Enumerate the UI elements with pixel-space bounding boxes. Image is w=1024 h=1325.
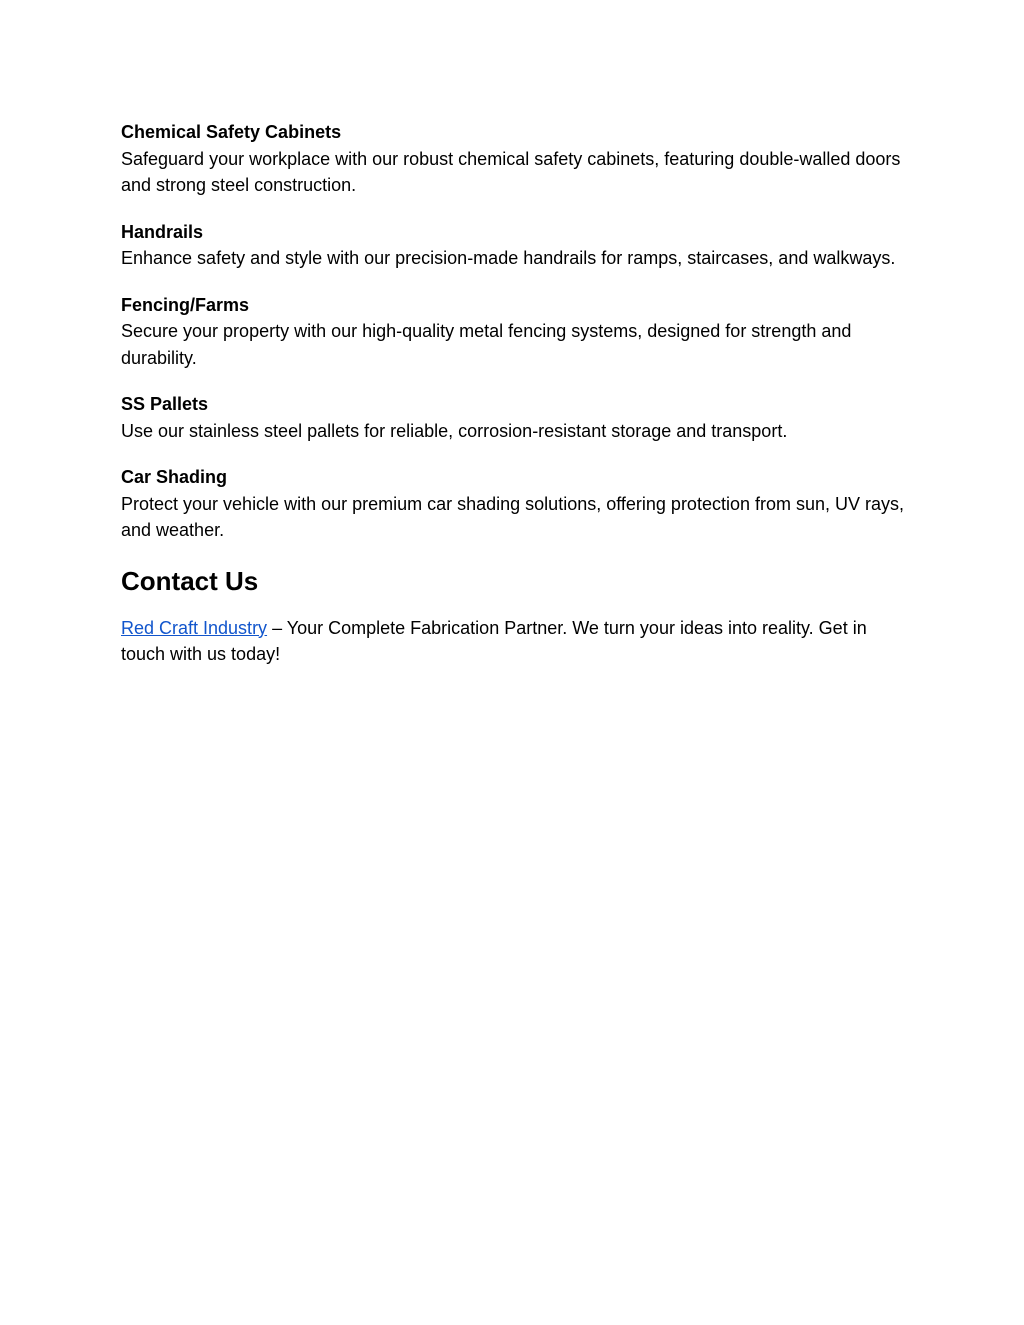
section-title: Fencing/Farms — [121, 294, 250, 315]
section-chemical-safety-cabinets — [121, 119, 906, 199]
section-fencing-farms — [121, 292, 906, 372]
contact-heading: Contact Us — [121, 565, 259, 596]
section-description: Use our stainless steel pallets for reliable, corrosion-resistant storage and transport. — [121, 420, 788, 441]
section-title: Handrails — [121, 221, 204, 242]
section-title: Chemical Safety Cabinets — [121, 122, 342, 142]
document-page — [121, 119, 906, 668]
section-description: Enhance safety and style with our precision-made handrails for ramps, staircases, and walkways. — [121, 248, 896, 268]
section-title: Car Shading — [121, 467, 228, 487]
section-ss-pallets — [121, 391, 906, 444]
contact-text: – Your Complete Fabrication Partner. We turn your ideas into reality. Get in touch with us today! — [121, 617, 867, 664]
section-description: Secure your property with our high-quality metal fencing systems, designed for strength and durability. — [121, 321, 852, 368]
contact-paragraph — [121, 615, 906, 668]
company-link[interactable]: Red Craft Industry — [121, 617, 268, 638]
section-car-shading — [121, 464, 906, 544]
section-title: SS Pallets — [121, 394, 209, 414]
section-description: Protect your vehicle with our premium car shading solutions, offering protection from sun, UV rays, and weather. — [121, 493, 905, 540]
section-description: Safeguard your workplace with our robust chemical safety cabinets, featuring double-walled doors and strong steel construction. — [121, 148, 901, 195]
section-handrails — [121, 219, 906, 272]
